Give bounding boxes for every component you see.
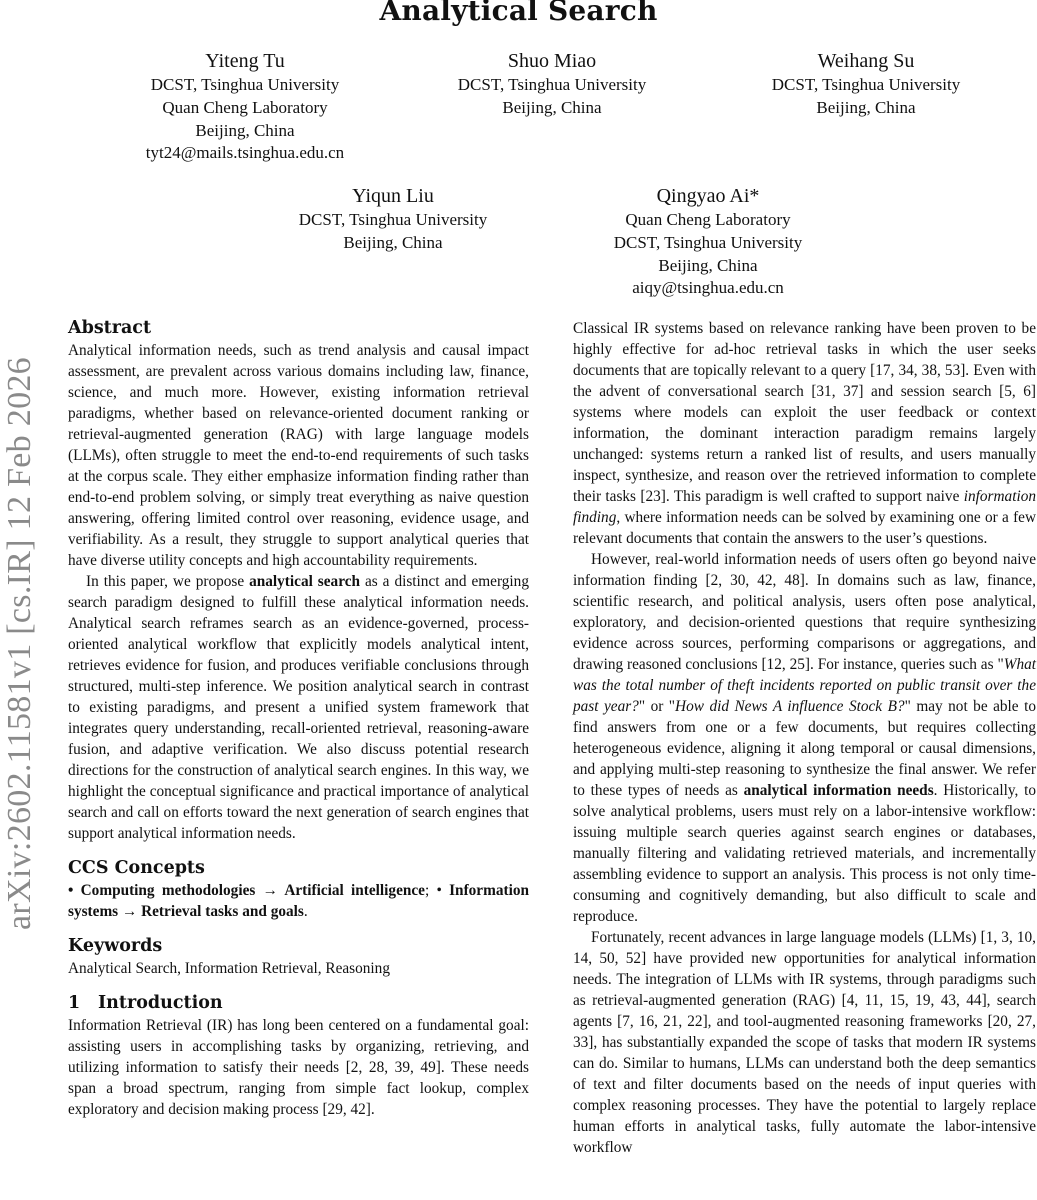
intro-paragraph: Fortunately, recent advances in large language models (LLMs) [1, 3, 10, 14, 50, 52] have provided new opportunities for analytical information needs. The integration of LLMs with IR systems, through paradigms such as retrieval-augmented generation (RAG) [4, 11, 15, 19, 43, 44], search agents [7, 16, 21, 22], and tool-augmented reasoning frameworks [20, 27, 33], has substantially expanded the scope of tasks that modern IR systems can do. Similar to humans, LLMs can understand both the deep semantics of text and filter documents based on the needs of input queries with complex reasoning processes. They have the potential to largely replace human efforts in analytical tasks, fully automate the labor-intensive workflow [573,929,1036,1156]
ccs-concepts-text: • Computing methodologies → Artificial intelligence; • Information systems → Retrieval tasks and goals. [68,882,529,920]
author-location: Beijing, China [195,120,295,140]
abstract-heading: Abstract [68,318,152,338]
author-location: Beijing, China [658,255,758,275]
author-affiliation: Quan Cheng Laboratory [625,210,791,229]
right-column [573,318,1036,1158]
author-name: Weihang Su [817,50,915,72]
left-column [68,316,529,1120]
ccs-heading: CCS Concepts [68,858,205,878]
intro-paragraph: Information Retrieval (IR) has long been centered on a fundamental goal: assisting users in accomplishing tasks by organizing, retrieving, and utilizing information to satisfy their needs [2, 28, 39, 49]. These needs span a broad spectrum, ranging from simple fact lookup, complex exploratory and decision making process [29, 42]. [68,1017,529,1118]
author-block [248,183,538,255]
author-affiliation: DCST, Tsinghua University [298,210,488,229]
author-location: Beijing, China [502,97,602,117]
author-affiliation: Quan Cheng Laboratory [162,97,328,117]
intro-paragraph: However, real-world information needs of users often go beyond naive information finding [2, 30, 42, 48]. In domains such as law, finance, scientific research, and political analysis, users often pose analytical, exploratory, and decision-oriented questions that require synthesizing evidence across sources, performing comparisons or aggregations, and drawing reasoned conclusions [12, 25]. For instance, queries such as "What was the total number of theft incidents reported on public transit over the past year?" or "How did News A influence Stock B?" may not be able to find answers from one or a few documents, but requires collecting heterogeneous evidence, aligning it along temporal or causal dimensions, and applying multi-step reasoning to synthesize the final answer. We refer to these types of needs as analytical information needs. Historically, to solve analytical problems, users must rely on a labor-intensive workflow: issuing multiple search queries against search engines or databases, manually filtering and validating retrieved materials, and incrementally assembling evidence to support an analysis. This process is not only time-consuming and cognitively demanding, but also difficult to scale and reproduce. [573,551,1036,925]
author-affiliation: DCST, Tsinghua University [150,75,340,94]
author-name: Yiteng Tu [205,50,285,72]
author-email: tyt24@mails.tsinghua.edu.cn [145,143,345,163]
author-location: Beijing, China [816,97,916,117]
author-affiliation: DCST, Tsinghua University [457,75,647,94]
author-affiliation: DCST, Tsinghua University [613,232,803,252]
arxiv-identifier-stamp: arXiv:2602.11581v1 [cs.IR] 12 Feb 2026 [1,357,38,930]
keywords-text: Analytical Search, Information Retrieval, Reasoning [68,960,390,977]
author-block [100,48,390,165]
author-block [721,48,1011,120]
paper-title: Analytical Search [379,0,658,27]
intro-paragraph: Classical IR systems based on relevance ranking have been proven to be highly effective for ad-hoc retrieval tasks in which the user seeks documents that are topically relevant to a query [17, 34, 38, 53]. Even with the advent of conversational search [31, 37] and session search [5, 6] systems where models can exploit the user feedback or context information, the dominant interaction paradigm remains largely unchanged: systems return a ranked list of results, and users manually inspect, synthesize, and reason over the retrieved information to complete their tasks [23]. This paradigm is well crafted to support naive information finding, where information needs can be solved by examining one or a few relevant documents that contain the answers to the user’s questions. [573,320,1036,547]
author-affiliation: DCST, Tsinghua University [771,75,961,94]
abstract-paragraph: Analytical information needs, such as trend analysis and causal impact assessment, are prevalent across various domains including law, finance, science, and much more. However, existing information retrieval paradigms, whether based on relevance-oriented document ranking or retrieval-augmented generation (RAG) with large language models (LLMs), often struggle to meet the end-to-end requirements of such tasks at the corpus scale. They either emphasize information finding rather than end-to-end problem solving, or simply treat everything as naive question answering, offering limited control over reasoning, evidence usage, and verifiability. As a result, they struggle to support analytical queries that have diverse utility concepts and high accountability requirements. [68,342,529,569]
author-email: aiqy@tsinghua.edu.cn [632,278,784,298]
abstract-paragraph: In this paper, we propose analytical search as a distinct and emerging search paradigm designed to fulfill these analytical information needs. Analytical search reframes search as an evidence-governed, process-oriented analytical workflow that explicitly models analytical intent, retrieves evidence for fusion, and produces verifiable conclusions through structured, multi-step inference. We position analytical search in contrast to existing paradigms, and present a unified system framework that integrates query understanding, recall-oriented retrieval, reasoning-aware fusion, and adaptive verification. We also discuss potential research directions for the construction of analytical search engines. In this way, we highlight the conceptual significance and practical importance of analytical search and call on efforts toward the next generation of search engines that support analytical information needs. [68,573,529,842]
author-name: Shuo Miao [507,50,597,72]
author-location: Beijing, China [343,232,443,252]
author-name: Yiqun Liu [352,185,434,207]
author-block [563,183,853,300]
author-name: Qingyao Ai* [656,185,760,207]
introduction-heading: 1 Introduction [68,993,223,1013]
author-block [407,48,697,120]
keywords-heading: Keywords [68,936,163,956]
